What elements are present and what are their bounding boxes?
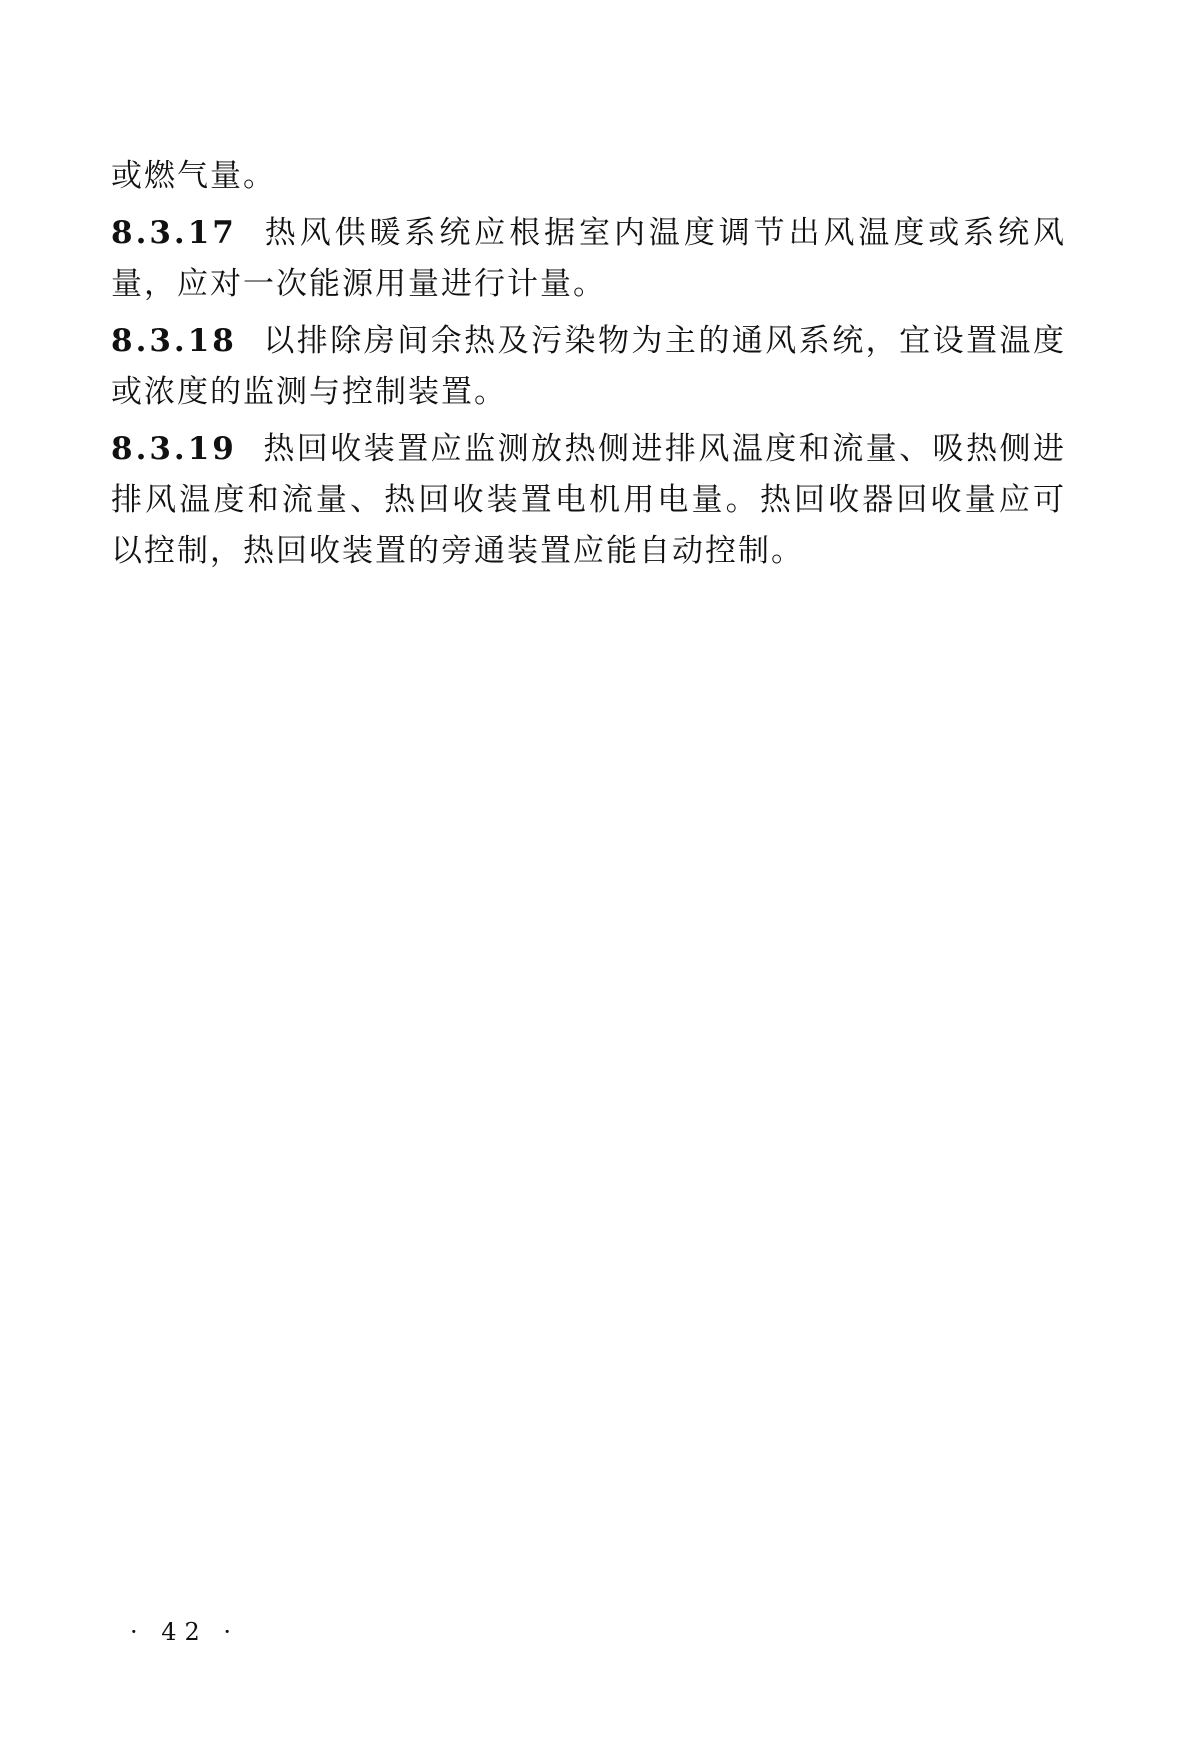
- clause-text: 以排除房间余热及污染物为主的通风系统，宜设置温度或浓度的监测与控制装置。: [111, 323, 1066, 410]
- clause-text: 热风供暖系统应根据室内温度调节出风温度或系统风量，应对一次能源用量进行计量。: [111, 215, 1066, 302]
- clause-number: 8.3.18: [111, 323, 237, 359]
- clause-8-3-18: [111, 316, 1066, 418]
- body-text: [111, 151, 1066, 583]
- clause-8-3-17: [111, 208, 1066, 310]
- clause-text: 热回收装置应监测放热侧进排风温度和流量、吸热侧进排风温度和流量、热回收装置电机用电量。热回收器回收量应可以控制，热回收装置的旁通装置应能自动控制。: [111, 431, 1066, 569]
- paragraph-continuation: [111, 151, 1066, 202]
- paragraph-text: 或燃气量。: [111, 158, 276, 194]
- clause-8-3-19: [111, 424, 1066, 577]
- clause-number: 8.3.19: [111, 431, 237, 467]
- clause-number: 8.3.17: [111, 215, 237, 251]
- page-number: · 42 ·: [130, 1618, 240, 1646]
